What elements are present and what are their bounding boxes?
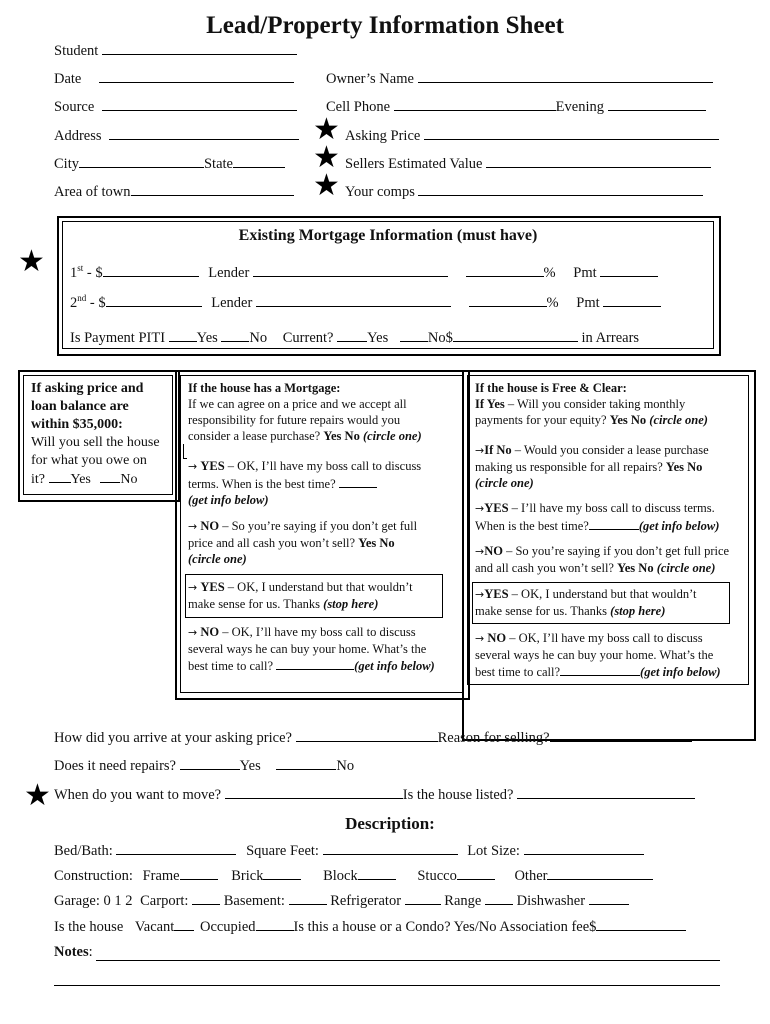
mid-no2-a: – OK, I’ll have my boss call to discuss: [219, 625, 416, 639]
right-p1b: payments for your equity?: [475, 413, 607, 427]
left-yes-label: Yes: [70, 472, 91, 487]
star-icon: ★: [313, 113, 340, 146]
star-icon: ★: [313, 169, 340, 202]
sellers-value-label: Sellers Estimated Value: [345, 156, 483, 172]
comps-label: Your comps: [345, 184, 415, 200]
house-status-row: [54, 918, 686, 936]
arrow-right-icon: →: [475, 588, 485, 601]
right-no2-block: [475, 630, 721, 680]
right-if-no: If No: [484, 443, 512, 457]
first-pmt-label: Pmt: [573, 264, 597, 281]
connector: [183, 444, 187, 459]
sqft-field[interactable]: [323, 842, 458, 855]
sellers-value-field[interactable]: [486, 155, 711, 168]
right-yes2-b: make sense for us. Thanks: [475, 604, 608, 618]
mid-heading-block: [188, 380, 422, 444]
first-pct: %: [543, 264, 556, 281]
construction-row: [54, 867, 653, 885]
garage-row: [54, 892, 629, 910]
student-row: [54, 42, 297, 60]
q2-yes-field[interactable]: [180, 757, 240, 770]
mid-p1b: responsibility for future repairs would you: [188, 413, 401, 427]
mid-yes1-b: terms. When is the best time?: [188, 477, 336, 491]
right-p2a: – Would you consider a lease purchase: [511, 443, 709, 457]
mid-yes2-b: make sense for us. Thanks: [188, 597, 321, 611]
occupied-field[interactable]: [256, 918, 294, 931]
right-yes-no-3[interactable]: Yes No: [617, 561, 654, 575]
vacant-label: Vacant: [134, 919, 175, 935]
second-pmt-label: Pmt: [576, 294, 600, 311]
second-dash: - $: [86, 294, 106, 311]
block-field[interactable]: [358, 867, 396, 880]
range-field[interactable]: [485, 892, 513, 905]
left-q-label: it?: [31, 472, 45, 487]
basement-field[interactable]: [289, 892, 327, 905]
owner-field[interactable]: [418, 70, 713, 83]
notes-row: Notes:: [54, 944, 93, 960]
mid-p1c: [188, 428, 422, 444]
left-line-2: loan balance are: [31, 399, 129, 414]
second-mortgage-row: [70, 293, 661, 312]
first-amount-field[interactable]: [103, 264, 199, 277]
q1-label: How did you arrive at your asking price?: [54, 730, 292, 746]
area-label: Area of town: [54, 184, 131, 200]
state-label: State: [203, 156, 233, 172]
condo-label: Is this a house or a Condo? Yes/No Association fee$: [293, 919, 597, 935]
q3b-field[interactable]: [517, 786, 695, 799]
piti-yes-field[interactable]: [169, 329, 197, 342]
q2-yes-label: Yes: [239, 758, 261, 774]
cell-field[interactable]: [394, 98, 556, 111]
occupied-label: Occupied: [199, 919, 256, 935]
source-field[interactable]: [102, 98, 297, 111]
right-no2-b: several ways he can buy your home. What’s the: [475, 648, 714, 662]
mid-yes1-label: YES: [200, 459, 225, 473]
left-line-4: Will you sell the house: [31, 435, 160, 450]
carport-field[interactable]: [192, 892, 220, 905]
current-yes-label: Yes: [367, 330, 389, 346]
city-row: [54, 155, 285, 173]
area-row: [54, 183, 294, 201]
owner-label: Owner’s Name: [326, 71, 414, 87]
state-field[interactable]: [233, 155, 285, 168]
mid-get-info-1: (get info below): [188, 493, 269, 507]
mid-no1-a: – So you’re saying if you don’t get full: [219, 519, 418, 533]
first-sup: st: [77, 263, 84, 273]
second-lender-label: Lender: [211, 294, 253, 311]
right-yes-no[interactable]: Yes No: [609, 413, 647, 427]
first-lender-field[interactable]: [253, 264, 448, 277]
stucco-field[interactable]: [457, 867, 495, 880]
mid-no2-label: NO: [200, 625, 220, 639]
cell-label: Cell Phone: [326, 99, 391, 115]
lot-field[interactable]: [524, 842, 644, 855]
is-house-label: Is the house: [54, 919, 124, 935]
evening-label: Evening: [555, 99, 604, 115]
address-label: Address: [54, 128, 102, 144]
bedbath-field[interactable]: [116, 842, 236, 855]
area-field[interactable]: [131, 183, 294, 196]
mid-best-time-field[interactable]: [339, 475, 377, 488]
q2-no-label: No: [336, 758, 355, 774]
right-no2-label: NO: [487, 631, 507, 645]
right-no-block: [475, 543, 729, 576]
mid-p1a: If we can agree on a price and we accept all: [188, 397, 407, 411]
star-icon: ★: [313, 141, 340, 174]
dishwasher-field[interactable]: [589, 892, 629, 905]
evening-field[interactable]: [608, 98, 706, 111]
left-box-text: [31, 380, 160, 489]
first-lender-label: Lender: [208, 264, 250, 281]
right-circle-one-3: (circle one): [656, 561, 716, 575]
q2-no-field[interactable]: [276, 757, 336, 770]
refrigerator-field[interactable]: [405, 892, 441, 905]
right-yes2-block: [475, 586, 697, 619]
right-p1a: – Will you consider taking monthly: [504, 397, 686, 411]
mid-no1-b: price and all cash you won’t sell?: [188, 536, 356, 550]
piti-yes-label: Yes: [196, 330, 218, 346]
q3-row: [54, 786, 695, 804]
arrow-right-icon: →: [475, 632, 485, 645]
right-yes-block: [475, 500, 719, 534]
right-if-yes: If Yes: [475, 397, 505, 411]
second-pct: %: [546, 294, 559, 311]
mid-heading: If the house has a Mortgage:: [188, 381, 341, 395]
first-label: 1: [70, 264, 78, 281]
brick-label: Brick: [231, 868, 264, 884]
star-icon: ★: [24, 779, 51, 812]
left-yes-field[interactable]: [49, 470, 71, 483]
piti-row: [70, 329, 639, 347]
vacant-field[interactable]: [174, 918, 194, 931]
frame-field[interactable]: [180, 867, 218, 880]
mid-no2-b: several ways he can buy your home. What’s the: [188, 642, 427, 656]
right-no2-c: best time to call?: [475, 665, 561, 679]
notes-line-1[interactable]: [96, 960, 720, 961]
left-line-6: [31, 470, 160, 489]
student-label: Student: [54, 43, 99, 59]
right-p3a: – I’ll have my boss call to discuss terms.: [508, 501, 715, 515]
right-circle-one: (circle one): [649, 413, 708, 427]
owner-row: [326, 70, 713, 88]
mid-no1-block: [188, 518, 417, 567]
bedbath-label: Bed/Bath:: [54, 843, 113, 859]
brick-field[interactable]: [263, 867, 301, 880]
mid-no1-label: NO: [200, 519, 220, 533]
q1b-label: Reason for selling?: [437, 730, 550, 746]
mid-no2-c: best time to call?: [188, 659, 274, 673]
mid-yes2-a: – OK, I understand but that wouldn’t: [224, 580, 413, 594]
notes-label: Notes: [54, 944, 89, 960]
piti-label: Is Payment PITI: [70, 330, 166, 346]
right-yes2-label: YES: [484, 587, 509, 601]
right-yes-no-2[interactable]: Yes No: [665, 460, 703, 474]
association-fee-field[interactable]: [596, 918, 686, 931]
q1b-field[interactable]: [550, 729, 692, 742]
student-field[interactable]: [102, 42, 297, 55]
current-label: Current?: [282, 330, 334, 346]
other-label: Other: [514, 868, 548, 884]
piti-no-field[interactable]: [221, 329, 249, 342]
right-call-time-field[interactable]: [560, 663, 640, 676]
left-line-1: If asking price and: [31, 381, 144, 396]
range-label: Range: [444, 893, 482, 909]
comps-field[interactable]: [418, 183, 703, 196]
frame-label: Frame: [142, 868, 180, 884]
mid-yes1-a: – OK, I’ll have my boss call to discuss: [224, 459, 422, 473]
q1-row: [54, 729, 692, 747]
sellers-value-row: [345, 155, 711, 173]
q3b-label: Is the house listed?: [402, 787, 514, 803]
current-no-field[interactable]: [400, 329, 428, 342]
second-label: 2: [70, 294, 78, 311]
right-heading: If the house is Free & Clear:: [475, 381, 627, 395]
comps-row: [345, 183, 703, 201]
left-no-label: No: [120, 472, 138, 487]
other-field[interactable]: [547, 867, 653, 880]
first-dash: - $: [83, 264, 103, 281]
block-label: Block: [323, 868, 358, 884]
second-rate-field[interactable]: [469, 294, 547, 307]
construction-label: Construction:: [54, 868, 133, 884]
asking-label: Asking Price: [345, 128, 421, 144]
piti-no-label: No: [249, 330, 268, 346]
mid-yes1-block: [188, 458, 421, 508]
notes-line-2[interactable]: [54, 985, 720, 986]
second-amount-field[interactable]: [106, 294, 202, 307]
mid-stop-here: (stop here): [323, 597, 379, 611]
cell-row: [326, 98, 706, 116]
description-heading: Description:: [345, 814, 435, 833]
current-no-label: No$: [427, 330, 453, 346]
right-no-label: NO: [484, 544, 503, 558]
right-no2-a: – OK, I’ll have my boss call to discuss: [506, 631, 703, 645]
date-label: Date: [54, 71, 82, 87]
right-if-no-block: [475, 442, 709, 491]
second-sup: nd: [77, 293, 87, 303]
date-field[interactable]: [99, 70, 294, 83]
right-p2b: making us responsible for all repairs?: [475, 460, 663, 474]
current-yes-field[interactable]: [337, 329, 367, 342]
first-rate-field[interactable]: [466, 264, 544, 277]
mid-p1c-text: consider a lease purchase?: [188, 429, 321, 443]
q1-field[interactable]: [296, 729, 438, 742]
dishwasher-label: Dishwasher: [516, 893, 586, 909]
first-mortgage-row: [70, 263, 658, 282]
mortgage-heading: Existing Mortgage Information (must have): [238, 227, 538, 244]
right-circle-one-2: (circle one): [475, 476, 534, 490]
page-title: Lead/Property Information Sheet: [206, 12, 564, 39]
left-line-3: within $35,000:: [31, 417, 123, 432]
mid-yes2-block: [188, 579, 413, 612]
right-get-info-1: (get info below): [638, 519, 720, 533]
right-p4b: and all cash you won’t sell?: [475, 561, 614, 575]
bedbath-row: [54, 842, 644, 860]
arrow-right-icon: →: [188, 626, 198, 639]
garage-label[interactable]: Garage: 0 1 2: [54, 893, 133, 909]
mid-circle-one: (circle one): [362, 429, 422, 443]
mid-yes-no[interactable]: Yes No: [323, 429, 360, 443]
mid-call-time-field[interactable]: [276, 657, 354, 670]
arrow-right-icon: →: [475, 545, 485, 558]
carport-label: Carport:: [140, 893, 189, 909]
city-label: City: [54, 156, 79, 172]
stucco-label: Stucco: [417, 868, 457, 884]
q2-row: [54, 757, 354, 775]
mid-get-info-2: (get info below): [354, 659, 435, 673]
arrow-right-icon: →: [188, 460, 198, 473]
address-row: [54, 127, 299, 145]
star-icon: ★: [18, 245, 45, 278]
city-field[interactable]: [79, 155, 204, 168]
right-stop-here: (stop here): [610, 604, 666, 618]
arrow-right-icon: →: [188, 520, 198, 533]
right-p3b: When is the best time?: [475, 519, 589, 533]
first-pmt-field[interactable]: [600, 264, 658, 277]
mid-yes2-label: YES: [200, 580, 225, 594]
asking-field[interactable]: [424, 127, 719, 140]
q3-label: When do you want to move?: [54, 787, 222, 803]
mid-no2-block: [188, 624, 435, 674]
right-yes-label: YES: [484, 501, 509, 515]
arrow-right-icon: →: [475, 502, 485, 515]
arrow-right-icon: →: [188, 581, 198, 594]
q3-field[interactable]: [225, 786, 403, 799]
left-no-field[interactable]: [100, 470, 120, 483]
lot-label: Lot Size:: [467, 843, 520, 859]
sqft-label: Square Feet:: [246, 843, 319, 859]
right-p4a: – So you’re saying if you don’t get full price: [502, 544, 730, 558]
source-label: Source: [54, 99, 95, 115]
second-pmt-field[interactable]: [603, 294, 661, 307]
right-yes2-a: – OK, I understand but that wouldn’t: [508, 587, 697, 601]
mid-circle-one-2: (circle one): [188, 552, 247, 566]
right-get-info-2: (get info below): [640, 665, 721, 679]
q2-label: Does it need repairs?: [54, 758, 176, 774]
right-best-time-field[interactable]: [589, 517, 639, 530]
date-row: [54, 70, 294, 88]
asking-row: [345, 127, 719, 145]
basement-label: Basement:: [223, 893, 285, 909]
mid-yes-no-2[interactable]: Yes No: [358, 536, 395, 550]
arrears-field[interactable]: [453, 329, 578, 342]
address-field[interactable]: [109, 127, 299, 140]
second-lender-field[interactable]: [256, 294, 451, 307]
left-line-5: for what you owe on: [31, 453, 147, 468]
arrow-right-icon: →: [475, 444, 485, 457]
source-row: [54, 98, 297, 116]
refrigerator-label: Refrigerator: [330, 893, 402, 909]
right-heading-block: [475, 380, 708, 428]
arrears-label: in Arrears: [581, 330, 640, 346]
